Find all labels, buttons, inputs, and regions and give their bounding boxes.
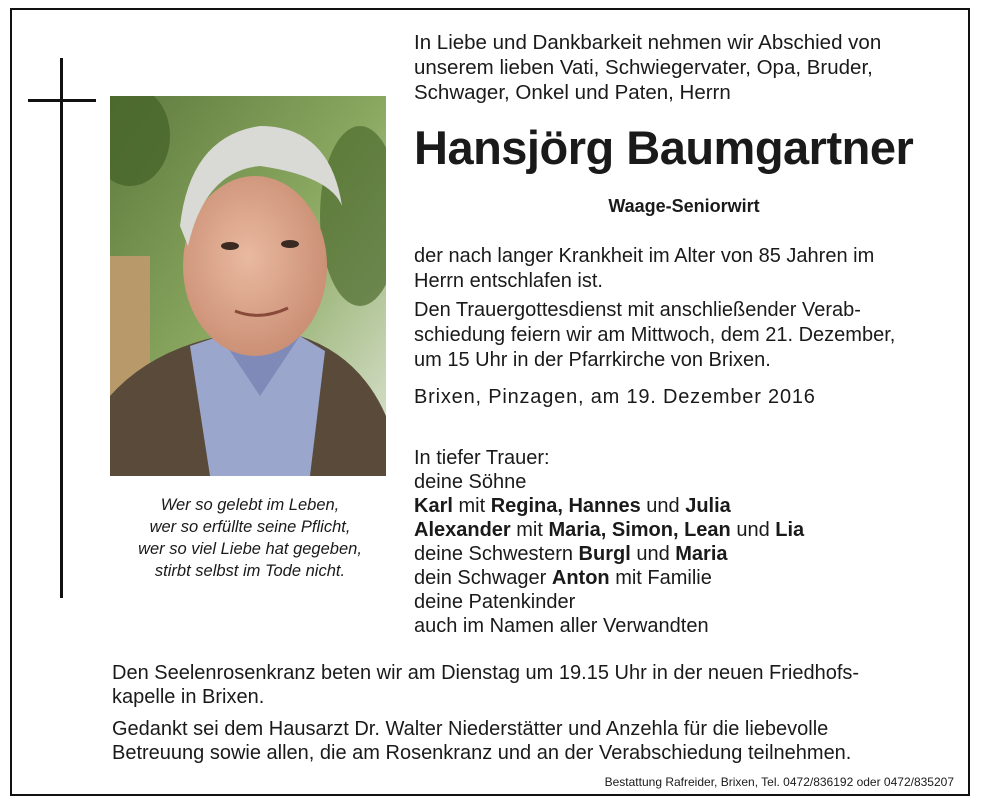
poem-line: stirbt selbst im Tode nicht. xyxy=(154,562,346,580)
text-line: schiedung feiern wir am Mittwoch, dem 21. Dezember, xyxy=(414,324,896,346)
poem-line: wer so viel Liebe hat gegeben, xyxy=(138,540,362,558)
service-info xyxy=(414,298,954,373)
text-line: Gedankt sei dem Hausarzt Dr. Walter Niederstätter und Anzehla für die liebevolle xyxy=(112,718,829,740)
intro-line: In Liebe und Dankbarkeit nehmen wir Abschied von xyxy=(414,31,882,54)
cross-icon xyxy=(60,58,63,598)
cross-icon-bar xyxy=(28,99,96,102)
text-line: Betreuung sowie allen, die am Rosenkranz und an der Verabschiedung teilnehmen. xyxy=(112,742,852,764)
mourners-line: deine Patenkinder xyxy=(414,591,576,613)
portrait-photo xyxy=(110,96,386,476)
poem-line: wer so erfüllte seine Pflicht, xyxy=(149,518,351,536)
mourners-heading: In tiefer Trauer: xyxy=(414,447,550,469)
mourners-line: deine Schwestern Burgl und Maria xyxy=(414,543,728,565)
text-line: Den Trauergottesdienst mit anschließender Verab- xyxy=(414,299,861,321)
mourners-list xyxy=(414,446,954,638)
text-line: kapelle in Brixen. xyxy=(112,686,265,708)
mourners-sons-label: deine Söhne xyxy=(414,471,527,493)
mourners-line: Alexander mit Maria, Simon, Lean und Lia xyxy=(414,519,805,541)
funeral-home-footer: Bestattung Rafreider, Brixen, Tel. 0472/836192 oder 0472/835207 xyxy=(604,775,954,789)
poem xyxy=(100,494,400,582)
intro-line: unserem lieben Vati, Schwiegervater, Opa, Bruder, xyxy=(414,56,873,79)
mourners-line: dein Schwager Anton mit Familie xyxy=(414,567,712,589)
rosary-info xyxy=(112,661,957,709)
text-line: Den Seelenrosenkranz beten wir am Dienstag um 19.15 Uhr in der neuen Friedhofs- xyxy=(112,662,860,684)
thanks-text xyxy=(112,717,957,765)
poem-line: Wer so gelebt im Leben, xyxy=(160,496,340,514)
text-line: der nach langer Krankheit im Alter von 85 Jahren im xyxy=(414,245,875,267)
text-line: um 15 Uhr in der Pfarrkirche von Brixen. xyxy=(414,349,771,371)
death-notice xyxy=(414,244,954,294)
text-line: Herrn entschlafen ist. xyxy=(414,270,603,292)
place-date: Brixen, Pinzagen, am 19. Dezember 2016 xyxy=(414,386,816,408)
mourners-line: Karl mit Regina, Hannes und Julia xyxy=(414,495,731,517)
deceased-name: Hansjörg Baumgartner xyxy=(414,121,914,174)
mourners-line: auch im Namen aller Verwandten xyxy=(414,615,709,637)
intro-text xyxy=(414,30,954,105)
intro-line: Schwager, Onkel und Paten, Herrn xyxy=(414,81,731,104)
deceased-title: Waage-Seniorwirt xyxy=(608,196,760,216)
